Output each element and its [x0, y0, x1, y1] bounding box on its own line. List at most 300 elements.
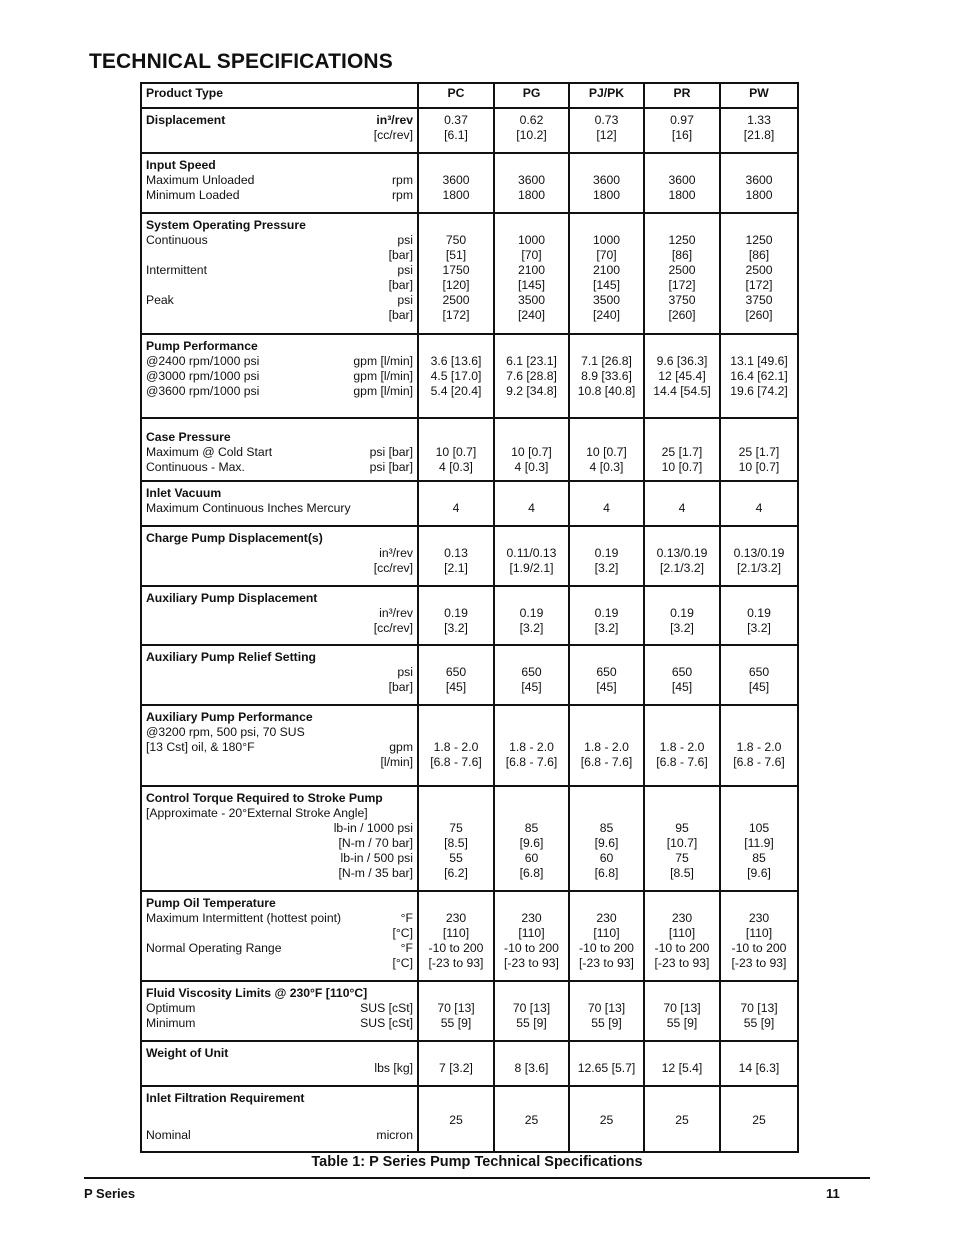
unit-text: SUS [cSt]	[360, 1001, 413, 1015]
unit-text: [°C]	[392, 926, 413, 940]
spec-value: 25	[752, 1113, 766, 1127]
spec-value: [110]	[442, 926, 470, 940]
spec-value: [172]	[442, 308, 470, 322]
spec-heading	[146, 1091, 413, 1106]
header-product-type: Product Type	[141, 83, 418, 108]
spec-value: 70 [13]	[740, 1001, 778, 1015]
spec-value: 6.1 [23.1]	[506, 354, 557, 368]
spec-sub-label	[146, 680, 413, 695]
spec-value-cell	[569, 334, 644, 418]
unit-text: gpm [l/min]	[353, 369, 413, 383]
spec-value: 0.97	[670, 113, 694, 127]
spec-value: 0.19	[594, 546, 619, 560]
spec-value-cell	[494, 705, 569, 786]
spec-sub-label	[146, 460, 413, 475]
spec-value-cell	[418, 786, 494, 891]
spec-value: [240]	[517, 308, 546, 322]
spec-value-cell	[720, 645, 798, 705]
spec-value-cell	[720, 481, 798, 526]
spec-sub-label	[146, 173, 413, 188]
spec-value-cell	[494, 153, 569, 213]
spec-row	[141, 891, 798, 981]
spec-sub-label	[146, 755, 413, 770]
spec-value: 55 [9]	[743, 1016, 775, 1030]
spec-heading	[146, 710, 413, 725]
spec-row	[141, 108, 798, 153]
spec-value: 0.62	[519, 113, 544, 127]
spec-value: 4	[452, 501, 460, 515]
spec-label-cell	[141, 705, 418, 786]
spec-table	[140, 82, 799, 1153]
spec-value: 1800	[745, 188, 773, 202]
spec-value-cell	[720, 1041, 798, 1086]
unit-text: SUS [cSt]	[360, 1016, 413, 1030]
spec-value: -10 to 200	[731, 941, 787, 955]
spec-sub-label	[146, 621, 413, 636]
unit-text: [N-m / 35 bar]	[338, 866, 413, 880]
spec-sub-label	[146, 1016, 413, 1031]
label-text: Minimum	[146, 1016, 196, 1030]
spec-value-cell	[494, 786, 569, 891]
spec-value: -10 to 200	[654, 941, 710, 955]
spec-sub-label	[146, 740, 413, 755]
spec-value: 95	[675, 821, 689, 835]
spec-value: 75	[449, 821, 463, 835]
spec-row	[141, 645, 798, 705]
label-text: Case Pressure	[146, 430, 231, 444]
spec-value: 85	[752, 851, 766, 865]
spec-value-cell	[494, 981, 569, 1041]
label-text: Maximum Intermittent (hottest point)	[146, 911, 342, 925]
spec-value: [3.2]	[670, 621, 694, 635]
spec-label-cell	[141, 645, 418, 705]
spec-label-cell	[141, 981, 418, 1041]
spec-heading	[146, 791, 413, 806]
unit-text: [N-m / 70 bar]	[338, 836, 413, 850]
spec-value: 19.6 [74.2]	[730, 384, 788, 398]
spec-sub-label	[146, 546, 413, 561]
spec-value: 12 [45.4]	[658, 369, 706, 383]
spec-value: [145]	[517, 278, 546, 292]
spec-value-cell	[418, 418, 494, 481]
spec-value-cell	[418, 1041, 494, 1086]
spec-value-cell	[418, 1086, 494, 1152]
label-text: Displacement	[146, 113, 226, 127]
spec-value: 4 [0.3]	[439, 460, 473, 474]
label-text: Auxiliary Pump Relief Setting	[146, 650, 316, 664]
spec-value: [6.8]	[519, 866, 544, 880]
spec-sub-label	[146, 836, 413, 851]
unit-text: psi [bar]	[369, 445, 413, 459]
spec-sub-label	[146, 128, 413, 143]
spec-heading	[146, 339, 413, 354]
spec-row	[141, 418, 798, 481]
spec-value: [240]	[592, 308, 621, 322]
spec-value: [110]	[593, 926, 620, 940]
spec-value-cell	[644, 213, 720, 334]
unit-text: rpm	[392, 173, 413, 187]
spec-value: [6.8 - 7.6]	[580, 755, 633, 769]
spec-value: [51]	[445, 248, 467, 262]
unit-text: °F	[400, 911, 413, 925]
unit-text: lb-in / 1000 psi	[333, 821, 413, 835]
spec-value: 2500	[442, 293, 470, 307]
unit-text: [bar]	[388, 278, 413, 292]
spec-value-cell	[494, 526, 569, 586]
spec-value: 8.9 [33.6]	[581, 369, 632, 383]
spec-sub-label	[146, 806, 413, 821]
spec-value-cell	[720, 891, 798, 981]
spec-sub-label	[146, 369, 413, 384]
spec-sub-label	[146, 445, 413, 460]
spec-label-cell	[141, 1041, 418, 1086]
spec-value-cell	[494, 213, 569, 334]
spec-value: 70 [13]	[512, 1001, 551, 1015]
spec-value: 70 [13]	[587, 1001, 626, 1015]
spec-value: 7.6 [28.8]	[506, 369, 557, 383]
spec-value: 7 [3.2]	[439, 1061, 473, 1075]
spec-value: 60	[524, 851, 539, 865]
spec-value: -10 to 200	[504, 941, 559, 955]
unit-text: micron	[376, 1128, 413, 1142]
spec-value: 3600	[745, 173, 773, 187]
spec-value-cell	[720, 526, 798, 586]
spec-value: 1.8 - 2.0	[736, 740, 782, 754]
spec-value: 7.1 [26.8]	[581, 354, 632, 368]
spec-value: 1250	[745, 233, 773, 247]
unit-text: °F	[400, 941, 413, 955]
spec-value: [70]	[596, 248, 617, 262]
spec-value: 85	[599, 821, 614, 835]
spec-value: [3.2]	[747, 621, 771, 635]
label-text: @3600 rpm/1000 psi	[146, 384, 260, 398]
spec-value-cell	[494, 1086, 569, 1152]
spec-value: [45]	[671, 680, 693, 694]
spec-value: 3600	[592, 173, 621, 187]
spec-value: [9.6]	[594, 836, 619, 850]
spec-value-cell	[720, 213, 798, 334]
spec-value: 10 [0.7]	[435, 445, 477, 459]
spec-value-cell	[720, 334, 798, 418]
label-text: @3000 rpm/1000 psi	[146, 369, 260, 383]
unit-text: psi	[397, 263, 413, 277]
spec-label-cell	[141, 1086, 418, 1152]
spec-value: 1750	[442, 263, 470, 277]
spec-value: [45]	[445, 680, 467, 694]
spec-value: 650	[748, 665, 770, 679]
spec-value-cell	[418, 586, 494, 645]
spec-value: 1.8 - 2.0	[433, 740, 479, 754]
label-text: Nominal	[146, 1128, 191, 1142]
spec-sub-label	[146, 1061, 413, 1076]
spec-value: [45]	[596, 680, 617, 694]
spec-sub-label	[146, 188, 413, 203]
spec-value: 230	[445, 911, 467, 925]
spec-value-cell	[644, 705, 720, 786]
spec-value-cell	[569, 153, 644, 213]
spec-value: 70 [13]	[437, 1001, 475, 1015]
spec-value-cell	[569, 418, 644, 481]
spec-value: [45]	[748, 680, 770, 694]
spec-value: 55 [9]	[591, 1016, 622, 1030]
spec-value: 750	[445, 233, 467, 247]
spec-heading	[146, 218, 413, 233]
spec-sub-label	[146, 233, 413, 248]
label-text: Peak	[146, 293, 174, 307]
spec-value-cell	[494, 418, 569, 481]
label-text: Auxiliary Pump Displacement	[146, 591, 318, 605]
unit-text: in³/rev	[376, 113, 413, 127]
spec-value: 0.13/0.19	[656, 546, 708, 560]
label-text: Continuous - Max.	[146, 460, 245, 474]
spec-value-cell	[569, 786, 644, 891]
spec-value: 25 [1.7]	[661, 445, 703, 459]
spec-value: [-23 to 93]	[731, 956, 787, 970]
spec-value-cell	[644, 418, 720, 481]
unit-text: [cc/rev]	[373, 128, 413, 142]
spec-value: 1.33	[747, 113, 771, 127]
header-col: PC	[418, 83, 494, 108]
label-text: Minimum Loaded	[146, 188, 240, 202]
unit-text: [bar]	[388, 680, 413, 694]
spec-row	[141, 1086, 798, 1152]
spec-value: [3.2]	[444, 621, 468, 635]
header-col: PW	[720, 83, 798, 108]
spec-value: 25	[599, 1113, 614, 1127]
spec-value: 0.19	[444, 606, 468, 620]
unit-text: in³/rev	[379, 546, 413, 560]
spec-value: 3600	[668, 173, 696, 187]
label-text: Auxiliary Pump Performance	[146, 710, 313, 724]
unit-text: gpm	[389, 740, 413, 754]
label-text: Inlet Filtration Requirement	[146, 1091, 305, 1105]
spec-sub-label	[146, 278, 413, 293]
spec-value: 3600	[442, 173, 470, 187]
label-text: Maximum Unloaded	[146, 173, 255, 187]
spec-row	[141, 153, 798, 213]
spec-value-cell	[569, 526, 644, 586]
header-col: PR	[644, 83, 720, 108]
spec-sub-label	[146, 606, 413, 621]
unit-text: psi	[397, 293, 413, 307]
spec-sub-label	[146, 1106, 413, 1128]
unit-text: psi [bar]	[369, 460, 413, 474]
spec-value: 2500	[668, 263, 696, 277]
spec-heading	[146, 430, 413, 445]
spec-value-cell	[720, 153, 798, 213]
spec-label-cell	[141, 334, 418, 418]
spec-heading	[146, 650, 413, 665]
spec-value: 2500	[745, 263, 773, 277]
spec-sub-label	[146, 665, 413, 680]
spec-value: [-23 to 93]	[654, 956, 710, 970]
spec-value-cell	[494, 1041, 569, 1086]
spec-value: 650	[445, 665, 467, 679]
spec-value-cell	[494, 586, 569, 645]
label-text: Intermittent	[146, 263, 207, 277]
spec-value: [16]	[671, 128, 693, 142]
spec-row	[141, 481, 798, 526]
spec-value-cell	[418, 645, 494, 705]
label-text: Control Torque Required to Stroke Pump	[146, 791, 383, 805]
spec-value-cell	[418, 153, 494, 213]
spec-value: 10 [0.7]	[661, 460, 703, 474]
spec-value: 12.65 [5.7]	[577, 1061, 636, 1075]
spec-value: [3.2]	[594, 561, 619, 575]
spec-value: [10.7]	[666, 836, 698, 850]
spec-value: 0.19	[594, 606, 619, 620]
spec-value: 230	[748, 911, 770, 925]
spec-value: 3750	[668, 293, 696, 307]
spec-value: [260]	[745, 308, 773, 322]
spec-value: [110]	[518, 926, 545, 940]
spec-value: [45]	[521, 680, 542, 694]
spec-label-cell	[141, 418, 418, 481]
spec-heading	[146, 986, 413, 1001]
spec-value: 10.8 [40.8]	[577, 384, 636, 398]
spec-value-cell	[644, 526, 720, 586]
spec-value-cell	[418, 334, 494, 418]
spec-row	[141, 981, 798, 1041]
spec-heading	[146, 591, 413, 606]
spec-sub-label	[146, 866, 413, 881]
spec-value: 25	[675, 1113, 689, 1127]
spec-value: 0.13/0.19	[733, 546, 785, 560]
spec-value-cell	[418, 108, 494, 153]
unit-text: [°C]	[392, 956, 413, 970]
spec-value: [3.2]	[594, 621, 619, 635]
spec-value-cell	[644, 1041, 720, 1086]
footer-series: P Series	[84, 1186, 136, 1201]
unit-text: [l/min]	[380, 755, 413, 769]
spec-sub-label	[146, 1001, 413, 1016]
spec-label-cell	[141, 213, 418, 334]
label-text: Pump Performance	[146, 339, 258, 353]
unit-text: [bar]	[388, 308, 413, 322]
spec-value-cell	[644, 1086, 720, 1152]
spec-value: 1.8 - 2.0	[509, 740, 554, 754]
spec-heading	[146, 113, 413, 128]
spec-value: [145]	[592, 278, 621, 292]
spec-value: 9.6 [36.3]	[656, 354, 708, 368]
spec-value: [110]	[745, 926, 773, 940]
spec-value: 1800	[517, 188, 546, 202]
spec-value: 230	[596, 911, 617, 925]
spec-value: [172]	[668, 278, 696, 292]
spec-label-cell	[141, 526, 418, 586]
spec-value: [9.6]	[519, 836, 544, 850]
spec-value: 0.11/0.13	[506, 546, 557, 560]
spec-value: 650	[521, 665, 542, 679]
label-text: Fluid Viscosity Limits @ 230°F [110°C]	[146, 986, 368, 1000]
spec-value: 9.2 [34.8]	[506, 384, 557, 398]
spec-value: 70 [13]	[663, 1001, 701, 1015]
spec-value-cell	[418, 891, 494, 981]
unit-text: psi	[397, 665, 413, 679]
label-text: Normal Operating Range	[146, 941, 282, 955]
spec-value-cell	[644, 891, 720, 981]
spec-heading	[146, 531, 413, 546]
spec-value: 55 [9]	[440, 1016, 472, 1030]
spec-value: 55 [9]	[516, 1016, 547, 1030]
spec-value: [6.8 - 7.6]	[505, 755, 558, 769]
spec-value: [110]	[668, 926, 696, 940]
spec-value: 1000	[592, 233, 621, 247]
unit-text: gpm [l/min]	[353, 354, 413, 368]
unit-text: [bar]	[388, 248, 413, 262]
spec-value: 230	[671, 911, 693, 925]
spec-value: 14 [6.3]	[738, 1061, 780, 1075]
label-text: System Operating Pressure	[146, 218, 306, 232]
spec-value: 105	[748, 821, 770, 835]
label-text: Pump Oil Temperature	[146, 896, 276, 910]
unit-text: [cc/rev]	[373, 621, 413, 635]
unit-text: lb-in / 500 psi	[340, 851, 413, 865]
spec-value-cell	[569, 891, 644, 981]
table-header-row	[141, 83, 798, 108]
spec-value: [-23 to 93]	[504, 956, 559, 970]
spec-value-cell	[494, 645, 569, 705]
footer-rule	[84, 1177, 870, 1179]
spec-value-cell	[569, 705, 644, 786]
spec-value: 650	[671, 665, 693, 679]
spec-value-cell	[644, 153, 720, 213]
spec-value: [6.8 - 7.6]	[430, 755, 482, 769]
spec-value: [21.8]	[743, 128, 775, 142]
spec-value: -10 to 200	[579, 941, 634, 955]
spec-value: [1.9/2.1]	[509, 561, 554, 575]
label-text: @3200 rpm, 500 psi, 70 SUS	[146, 725, 305, 739]
spec-value: 14.4 [54.5]	[653, 384, 711, 398]
spec-value-cell	[720, 705, 798, 786]
label-text: Maximum Continuous Inches Mercury	[146, 501, 351, 515]
label-text: [13 Cst] oil, & 180°F	[146, 740, 255, 754]
spec-value-cell	[569, 481, 644, 526]
spec-value: [6.8 - 7.6]	[656, 755, 708, 769]
spec-value: [11.9]	[744, 836, 774, 850]
spec-value: 4 [0.3]	[589, 460, 624, 474]
spec-label-cell	[141, 586, 418, 645]
spec-value-cell	[569, 586, 644, 645]
spec-sub-label	[146, 851, 413, 866]
spec-value: 10 [0.7]	[586, 445, 627, 459]
spec-value-cell	[720, 108, 798, 153]
page-title: TECHNICAL SPECIFICATIONS	[89, 50, 393, 73]
spec-value: 2100	[517, 263, 546, 277]
spec-value: [-23 to 93]	[428, 956, 484, 970]
spec-value: 2100	[592, 263, 621, 277]
spec-value-cell	[418, 526, 494, 586]
unit-text: psi	[397, 233, 413, 247]
label-text: Optimum	[146, 1001, 196, 1015]
spec-value-cell	[494, 481, 569, 526]
spec-value-cell	[720, 981, 798, 1041]
spec-label-cell	[141, 108, 418, 153]
spec-value-cell	[644, 108, 720, 153]
spec-value: 650	[596, 665, 617, 679]
spec-sub-label	[146, 263, 413, 278]
spec-value: [6.8 - 7.6]	[733, 755, 785, 769]
spec-value-cell	[720, 1086, 798, 1152]
spec-value-cell	[569, 1086, 644, 1152]
spec-value: [260]	[668, 308, 696, 322]
label-text: Weight of Unit	[146, 1046, 229, 1060]
spec-value: [6.1]	[444, 128, 468, 142]
spec-sub-label	[146, 354, 413, 369]
spec-value: [86]	[748, 248, 770, 262]
spec-sub-label	[146, 384, 413, 399]
spec-value: 230	[521, 911, 542, 925]
